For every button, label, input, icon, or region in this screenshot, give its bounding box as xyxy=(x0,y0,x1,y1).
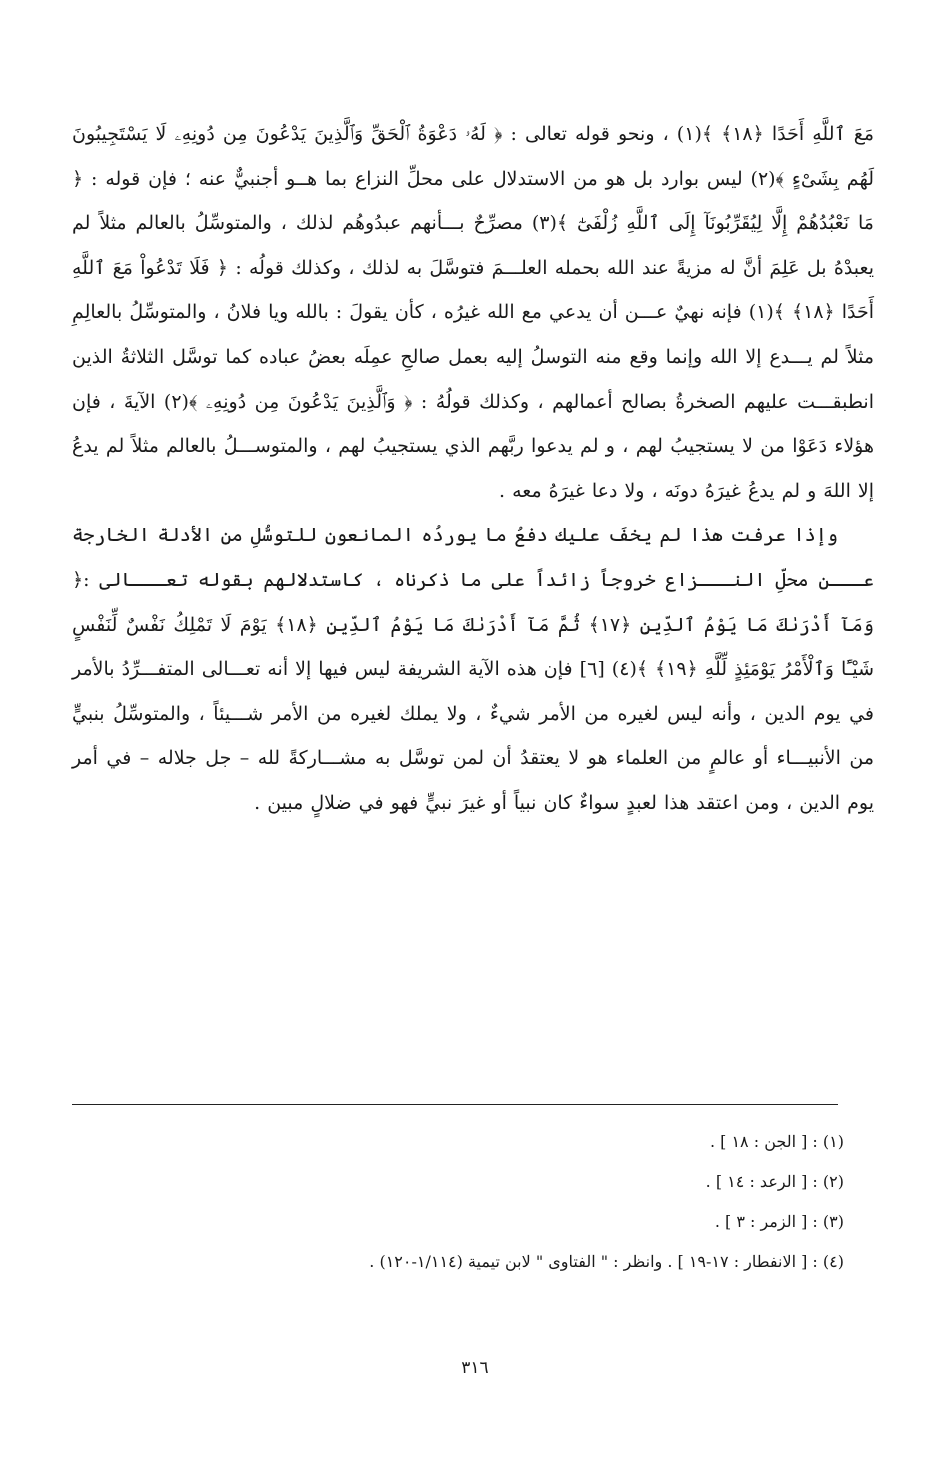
footnote-4: (٤) : [ الانفطار : ١٧-١٩ ] . وانظر : " الفتاوى " لابن تيمية (١/١١٤-١٢٠) . xyxy=(369,1252,844,1271)
page-number: ٣١٦ xyxy=(461,1358,489,1378)
footnote-separator xyxy=(72,1104,838,1105)
paragraph-1: مَعَ ٱللَّهِ أَحَدًا ﴿١٨﴾ ﴾(١) ، ونحو قوله تعالى : ﴿ لَهُۥ دَعْوَةُ ٱلْحَقِّ وَٱلَّذِينَ يَدْعُونَ مِن دُونِهِۦ لَا يَسْتَجِيبُونَ لَهُم بِشَىْءٍ ﴾(٢) ليس بوارد بل هو من الاستدلال على محلِّ النزاع بما هــو أجنبيٌّ عنه ؛ فإن قوله : ﴿ مَا نَعْبُدُهُمْ إِلَّا لِيُقَرِّبُونَآ إِلَى ٱللَّهِ زُلْفَىٰٓ ﴾(٣) مصرِّحٌ بـــأنهم عبدُوهُم لذلك ، والمتوسِّلُ بالعالم مثلاً لم يعبدْهُ بل عَلِمَ أنَّ له مزيةً عند الله بحمله العلـــمَ فتوسَّلَ به لذلك ، وكذلك قولُه : ﴿ فَلَا تَدْعُواْ مَعَ ٱللَّهِ أَحَدًا ﴿١٨﴾ ﴾(١) فإنه نهيٌ عـــن أن يدعي مع الله غيرُه ، كأن يقولَ : بالله ويا فلانُ ، والمتوسِّلُ بالعالِمِ مثلاً لم يـــدع إلا الله وإنما وقع منه التوسلُ إليه بعمل صالحِ عمِلَه بعضُ عباده كما توسَّل الثلاثةُ الذين انطبقـــت عليهم الصخرةُ بصالح أعمالهم ، وكذلك قولُهُ : ﴿ وَٱلَّذِينَ يَدْعُونَ مِن دُونِهِۦ ﴾(٢) الآيةَ ، فإن هؤلاء دَعَوْا من لا يستجيبُ لهم ، و لم يدعوا ربَّهم الذي يستجيبُ لهم ، والمتوســـلُ بالعالم مثلاً لم يدعُ إلا اللهَ و لم يدعُ غيرَهُ دونَه ، ولا دعا غيرَهُ معه . xyxy=(72,123,875,502)
footnote-1: (١) : [ الجن : ١٨ ] . xyxy=(709,1132,844,1151)
footnote-2: (٢) : [ الرعد : ١٤ ] . xyxy=(705,1172,844,1191)
paragraph-2: وإذا عرفت هذا لم يخفَ عليك دفعُ ما يوردُه المانعون للتوسُّلِ من الأدلة الخارجة عـــن محلِّ النـــزاع خروجاً زائداً على ما ذكرناه ، كاستدلالهم بقوله تعـــالى :﴿ وَمَآ أَدْرَىٰكَ مَا يَوْمُ ٱلدِّينِ ﴿١٧﴾ ثُمَّ مَآ أَدْرَىٰكَ مَا يَوْمُ ٱلدِّينِ ﴿١٨﴾ يَوْمَ لَا تَمْلِكُ نَفْسٌ لِّنَفْسٍ شَيْـًٔا وَٱلْأَمْرُ يَوْمَئِذٍ لِّلَّهِ ﴿١٩﴾ ﴾(٤) [٦] فإن هذه الآية الشريفة ليس فيها إلا أنه تعـــالى المتفـــرِّدُ بالأمر في يوم الدين ، وأنه ليس لغيره من الأمر شيءٌ ، ولا يملك لغيره من الأمر شـــيئاً ، والمتوسِّلُ بنبيٍّ من الأنبيـــاء أو عالمٍ من العلماء هو لا يعتقدُ أن لمن توسَّل به مشـــاركةً لله – جل جلاله – في أمر يوم الدين ، ومن اعتقد هذا لعبدٍ سواءٌ كان نبياً أو غيرَ نبيٍّ فهو في ضلالٍ مبين . xyxy=(72,524,875,814)
footnotes xyxy=(72,1122,844,1282)
main-text xyxy=(72,112,874,826)
footnote-3: (٣) : [ الزمر : ٣ ] . xyxy=(714,1212,844,1231)
